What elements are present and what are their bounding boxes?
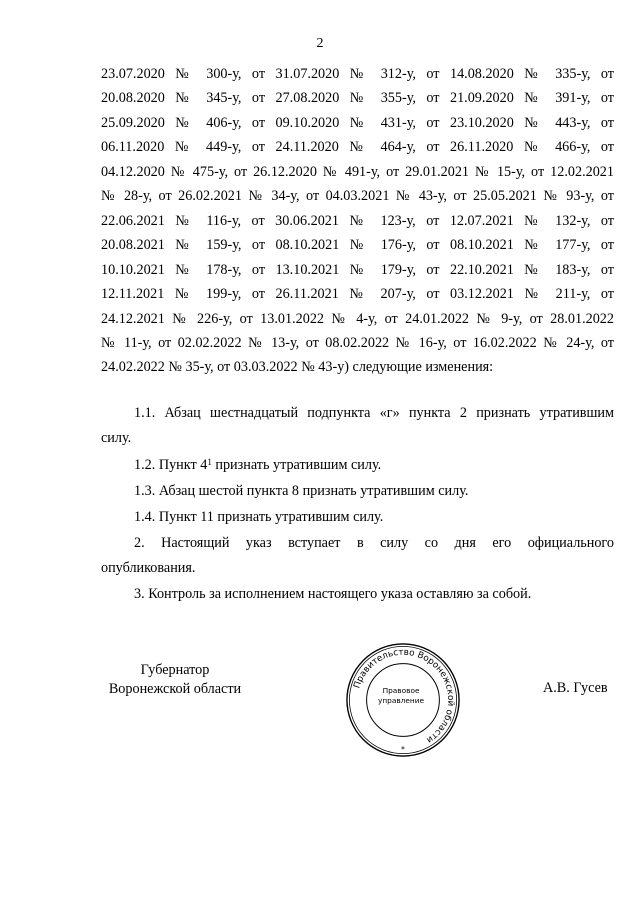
- amendment-line: 12.11.2021 № 199-у, от 26.11.2021 № 207-у, от 03.12.2021 № 211-у, от: [101, 286, 614, 303]
- amendment-line: 25.09.2020 № 406-у, от 09.10.2020 № 431-у, от 23.10.2020 № 443-у, от: [101, 114, 614, 131]
- page-number: 2: [316, 36, 324, 51]
- item-1-2: [101, 453, 614, 477]
- item-3: 3. Контроль за исполнением настоящего указа оставляю за собой.: [134, 586, 532, 602]
- official-stamp: [344, 641, 462, 759]
- decree-amendments-list: [101, 62, 614, 380]
- stamp-graphic: [344, 641, 462, 759]
- item-2-line-1: 2. Настоящий указ вступает в силу со дня его официального: [134, 535, 614, 551]
- item-2-line-2: опубликования.: [101, 559, 196, 576]
- amendment-line: № 11-у, от 02.02.2022 № 13-у, от 08.02.2022 № 16-у, от 16.02.2022 № 24-у, от: [101, 334, 614, 351]
- item-1-2-prefix: 1.2. Пункт 4: [134, 457, 208, 473]
- amendment-line: 24.12.2021 № 226-у, от 13.01.2022 № 4-у, от 24.01.2022 № 9-у, от 28.01.2022: [101, 310, 614, 327]
- signatory-name: А.В. Гусев: [543, 680, 608, 696]
- stamp-ring-text: Правительство Воронежской области: [352, 647, 456, 745]
- amendment-line: 24.02.2022 № 35-у, от 03.03.2022 № 43-у) следующие изменения:: [101, 359, 494, 376]
- item-1-2-suffix: признать утратившим силу.: [211, 457, 382, 473]
- stamp-center-line-2: управление: [378, 695, 425, 705]
- item-1-1-line-1: 1.1. Абзац шестнадцатый подпункта «г» пункта 2 признать утратившим: [134, 405, 614, 421]
- stamp-star: *: [401, 745, 405, 755]
- amendment-line: № 28-у, от 26.02.2021 № 34-у, от 04.03.2021 № 43-у, от 25.05.2021 № 93-у, от: [101, 188, 614, 205]
- amendment-line: 23.07.2020 № 300-у, от 31.07.2020 № 312-у, от 14.08.2020 № 335-у, от: [101, 66, 614, 82]
- signatory-title: [100, 661, 250, 699]
- stamp-center-line-1: Правовое: [382, 686, 420, 696]
- item-1-4: 1.4. Пункт 11 признать утратившим силу.: [134, 509, 384, 525]
- item-1-1-line-2: силу.: [101, 429, 132, 446]
- amendment-line: 06.11.2020 № 449-у, от 24.11.2020 № 464-у, от 26.11.2020 № 466-у, от: [101, 139, 614, 156]
- amendment-line: 20.08.2020 № 345-у, от 27.08.2020 № 355-у, от 21.09.2020 № 391-у, от: [101, 90, 614, 107]
- item-1-2-superscript: 1: [207, 457, 212, 467]
- signatory-title-line-1: Губернатор: [140, 662, 210, 678]
- amendment-line: 04.12.2020 № 475-у, от 26.12.2020 № 491-у, от 29.01.2021 № 15-у, от 12.02.2021: [101, 163, 614, 180]
- amendment-line: 22.06.2021 № 116-у, от 30.06.2021 № 123-у, от 12.07.2021 № 132-у, от: [101, 212, 614, 229]
- amendment-line: 20.08.2021 № 159-у, от 08.10.2021 № 176-у, от 08.10.2021 № 177-у, от: [101, 237, 614, 254]
- amendment-line: 10.10.2021 № 178-у, от 13.10.2021 № 179-у, от 22.10.2021 № 183-у, от: [101, 261, 614, 278]
- item-1-3: 1.3. Абзац шестой пункта 8 признать утратившим силу.: [134, 483, 469, 499]
- signatory-title-line-2: Воронежской области: [108, 681, 242, 697]
